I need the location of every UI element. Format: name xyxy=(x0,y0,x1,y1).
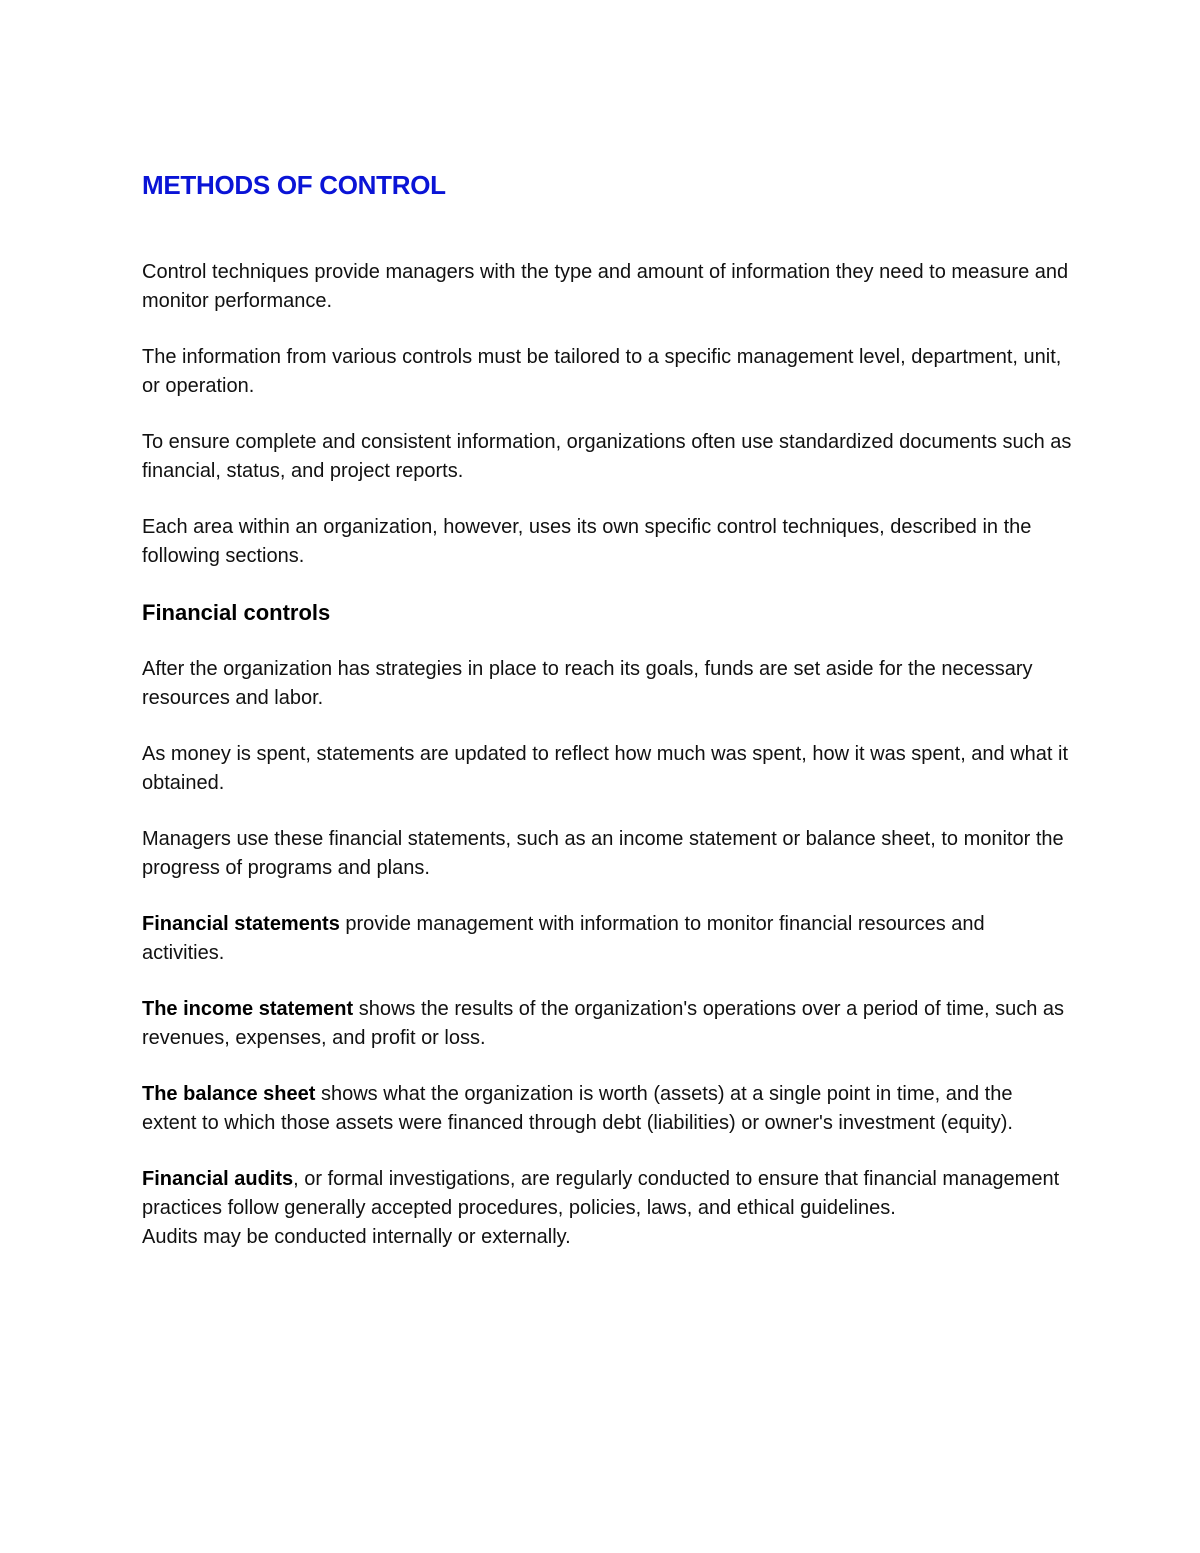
intro-paragraph-4: Each area within an organization, however, uses its own specific control techniques, described in the following sections. xyxy=(142,516,1032,567)
definition-text: provide management with information to monitor financial resources and activities. xyxy=(142,913,985,964)
section-heading-financial-controls: Financial controls xyxy=(142,600,331,625)
definition-income-statement xyxy=(142,995,1072,1053)
definition-term: Financial statements xyxy=(142,913,340,935)
definition-balance-sheet xyxy=(142,1080,1072,1138)
document-content xyxy=(142,168,1072,1252)
intro-paragraph-1: Control techniques provide managers with the type and amount of information they need to measure and monitor performance. xyxy=(142,261,1069,312)
definition-text: shows what the organization is worth (assets) at a single point in time, and the extent to which those assets were financed through debt (liabilities) or owner's investment (equity). xyxy=(142,1083,1013,1134)
intro-paragraph-2: The information from various controls must be tailored to a specific management level, department, unit, or operation. xyxy=(142,346,1062,397)
definition-text: , or formal investigations, are regularly conducted to ensure that financial management practices follow generally accepted procedures, policies, laws, and ethical guidelines. xyxy=(142,1168,1060,1219)
definition-term: Financial audits xyxy=(142,1168,294,1190)
financial-paragraph-2: As money is spent, statements are updated to reflect how much was spent, how it was spent, and what it obtained. xyxy=(142,743,1069,794)
definition-financial-audits xyxy=(142,1165,1072,1223)
definition-term: The income statement xyxy=(142,998,354,1020)
financial-paragraph-3: Managers use these financial statements, such as an income statement or balance sheet, to monitor the progress of programs and plans. xyxy=(142,828,1064,879)
closing-paragraph: Audits may be conducted internally or externally. xyxy=(142,1226,571,1248)
definition-text: shows the results of the organization's operations over a period of time, such as revenues, expenses, and profit or loss. xyxy=(142,998,1065,1049)
definition-financial-statements xyxy=(142,910,1072,968)
definition-term: The balance sheet xyxy=(142,1083,316,1105)
intro-paragraph-3: To ensure complete and consistent information, organizations often use standardized documents such as financial, status, and project reports. xyxy=(142,431,1072,482)
financial-paragraph-1: After the organization has strategies in place to reach its goals, funds are set aside for the necessary resources and labor. xyxy=(142,658,1033,709)
document-title: METHODS OF CONTROL xyxy=(142,170,446,200)
